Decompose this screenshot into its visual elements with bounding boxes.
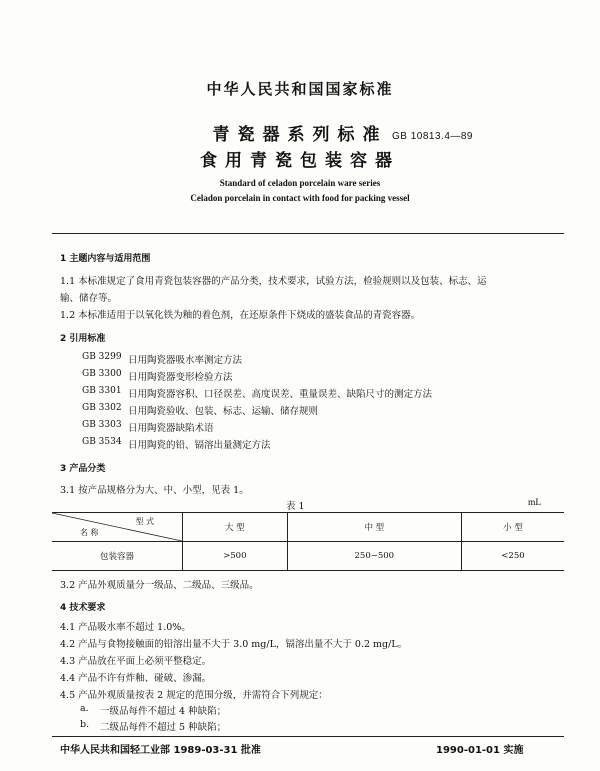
english-title-line2: Celadon porcelain in contact with food for packing vessel [190, 193, 410, 203]
implementation-date: 1990-01-01 实施 [436, 745, 524, 756]
ref-code: GB 3302 [82, 403, 122, 413]
ref-title: 日用陶瓷器变形检验方法 [128, 372, 233, 383]
ref-title: 日用陶瓷验收、包装、标志、运输、储存规则 [128, 406, 319, 417]
english-title-line1: Standard of celadon porcelain ware series [219, 178, 381, 188]
ref-title: 日用陶瓷器缺陷术语 [128, 423, 214, 434]
paragraph-4-1: 4.1 产品吸水率不超过 1.0%。 [60, 622, 191, 633]
paragraph-3-1: 3.1 按产品规格分为大、中、小型，见表 1。 [60, 485, 249, 496]
table-cell: <250 [461, 542, 564, 571]
diagonal-divider [52, 513, 182, 541]
product-classification-table [52, 512, 564, 571]
standard-title-line2: 食用青瓷包装容器 [200, 151, 400, 171]
table-corner-cell [52, 513, 183, 542]
table-header-name: 名 称 [80, 528, 99, 537]
footer-divider [52, 736, 564, 737]
approval-line: 中华人民共和国轻工业部 1989-03-31 批准 [60, 745, 261, 756]
table-row-name: 包装容器 [52, 542, 183, 571]
paragraph-1-2: 1.2 本标准适用于以氧化铁为釉的着色剂，在还原条件下烧成的盛装食品的青瓷容器。 [60, 310, 421, 321]
section-2-heading: 2 引用标准 [60, 334, 106, 344]
ref-code: GB 3534 [82, 437, 122, 447]
table-cell: 250~500 [287, 542, 461, 571]
table-caption: 表 1 [286, 501, 305, 512]
paragraph-4-5a: 一级品每件不超过 4 种缺陷； [100, 706, 227, 717]
table-col-header: 中 型 [287, 513, 461, 542]
standard-title-line1: 青瓷器系列标准 [212, 125, 388, 145]
ref-code: GB 3303 [82, 420, 122, 430]
national-standard-title: 中华人民共和国国家标准 [206, 80, 394, 98]
table-header-row [52, 513, 564, 542]
paragraph-4-4: 4.4 产品不许有炸釉、碰破、渗漏。 [60, 673, 212, 684]
list-marker-b: b. [80, 719, 90, 730]
paragraph-1-1-line2: 输、储存等。 [60, 293, 118, 304]
paragraph-3-2: 3.2 产品外观质量分一级品、二级品、三级品。 [60, 580, 259, 591]
table-col-header: 小 型 [461, 513, 564, 542]
section-4-heading: 4 技术要求 [60, 603, 106, 613]
table-unit: mL [528, 498, 542, 508]
table-header-type: 型 式 [135, 517, 154, 526]
paragraph-4-3: 4.3 产品放在平面上必须平整稳定。 [60, 656, 212, 667]
section-1-heading: 1 主题内容与适用范围 [60, 254, 151, 264]
paragraph-4-5: 4.5 产品外观质量按表 2 规定的范围分级，并需符合下列规定： [60, 690, 328, 701]
header-divider [52, 233, 564, 234]
table-cell: >500 [183, 542, 288, 571]
paragraph-4-5b: 二级品每件不超过 5 种缺陷； [100, 722, 227, 733]
ref-code: GB 3300 [82, 369, 122, 379]
ref-title: 日用陶瓷的铅、镉溶出量测定方法 [128, 440, 271, 451]
list-marker-a: a. [80, 703, 89, 714]
table-col-header: 大 型 [183, 513, 288, 542]
paragraph-4-2: 4.2 产品与食物接触面的铅溶出量不大于 3.0 mg/L，镉溶出量不大于 0.2 mg/L。 [60, 639, 408, 650]
ref-code: GB 3301 [82, 386, 122, 396]
ref-title: 日用陶瓷器容积、口径误差、高度误差、重量误差、缺陷尺寸的测定方法 [128, 389, 433, 400]
section-3-heading: 3 产品分类 [60, 464, 106, 474]
paragraph-1-1-line1: 1.1 本标准规定了食用青瓷包装容器的产品分类，技术要求，试验方法，检验规则以及包装、标志、运 [60, 276, 487, 287]
ref-title: 日用陶瓷器吸水率测定方法 [128, 355, 243, 366]
standard-code: GB 10813.4—89 [392, 131, 473, 142]
table-row [52, 542, 564, 571]
ref-code: GB 3299 [82, 352, 122, 362]
